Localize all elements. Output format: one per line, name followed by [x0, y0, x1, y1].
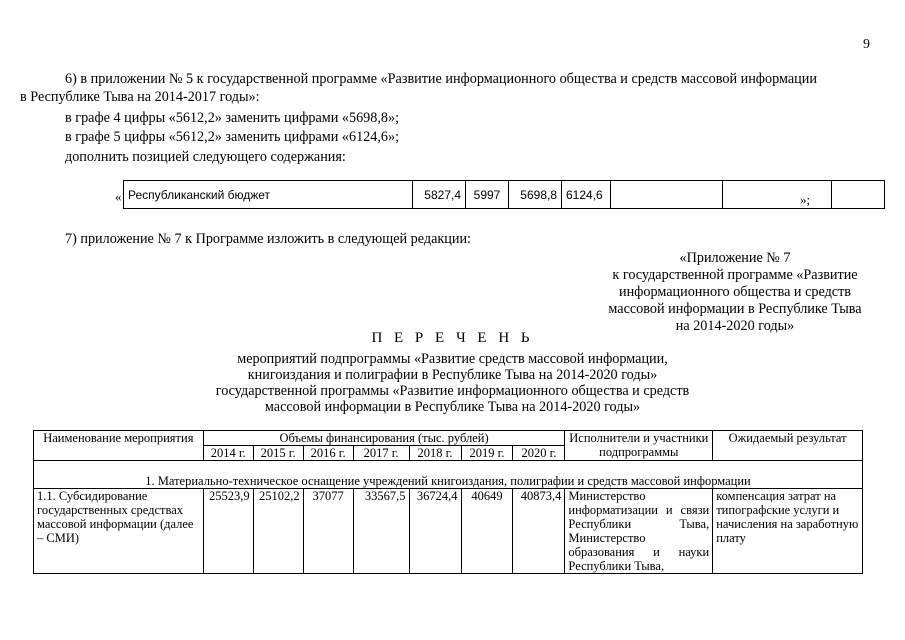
appendix-line: массовой информации в Республике Тыва — [608, 301, 862, 317]
table-row — [34, 489, 863, 574]
appendix-line: «Приложение № 7 — [679, 250, 791, 266]
inserted-cell-name: Республиканский бюджет — [124, 181, 413, 209]
section-heading: 1. Материально-техническое оснащение учреждений книгоиздания, полиграфии и средств массовой информации — [34, 461, 863, 489]
funding-value: 40873,4 — [513, 489, 565, 574]
item6-line4: в графе 5 цифры «5612,2» заменить цифрами «6124,6»; — [65, 129, 400, 145]
item7-text: 7) приложение № 7 к Программе изложить в следующей редакции: — [65, 231, 471, 247]
header-year: 2014 г. — [203, 446, 253, 461]
inserted-cell-value: 5827,4 — [413, 181, 466, 209]
inserted-cell-value: 5698,8 — [509, 181, 562, 209]
page-number: 9 — [863, 37, 870, 52]
header-funding: Объемы финансирования (тыс. рублей) — [203, 431, 565, 446]
inserted-cell-empty — [832, 181, 885, 209]
subtitle-line: мероприятий подпрограммы «Развитие средств массовой информации, — [237, 351, 668, 367]
subtitle-line: массовой информации в Республике Тыва на 2014-2020 годы» — [264, 399, 641, 415]
inserted-cell-value: 5997 — [466, 181, 509, 209]
funding-value: 36724,4 — [409, 489, 461, 574]
header-executors: Исполнители и участники подпрограммы — [565, 431, 713, 461]
header-year: 2017 г. — [353, 446, 409, 461]
table-row — [124, 181, 885, 209]
measure-name: 1.1. Субсидирование государственных средствах массовой информации (далее – СМИ) — [34, 489, 204, 574]
measure-executors: Министерство информатизации и связи Республики Тыва, Министерство образования и науки Республики Тыва, — [565, 489, 713, 574]
header-year: 2018 г. — [409, 446, 461, 461]
measures-table — [33, 430, 863, 574]
appendix-line: на 2014-2020 годы» — [675, 318, 795, 334]
appendix-line: к государственной программе «Развитие — [612, 267, 858, 283]
funding-value: 33567,5 — [353, 489, 409, 574]
appendix-heading — [580, 250, 890, 335]
table-header-row — [34, 431, 863, 446]
subtitle-line: государственной программы «Развитие информационного общества и средств — [215, 383, 690, 399]
header-result: Ожидаемый результат — [713, 431, 863, 461]
funding-value: 25523,9 — [203, 489, 253, 574]
funding-value: 25102,2 — [253, 489, 303, 574]
subtitle-line: книгоиздания и полиграфии в Республике Тыва на 2014-2020 годы» — [247, 367, 658, 383]
header-year: 2020 г. — [513, 446, 565, 461]
inserted-row-close-quote: »; — [800, 192, 811, 207]
table-section-row — [34, 461, 863, 489]
header-year: 2016 г. — [303, 446, 353, 461]
header-name: Наименование мероприятия — [34, 431, 204, 461]
funding-value: 37077 — [303, 489, 353, 574]
perechen-title: П Е Р Е Ч Е Н Ь — [371, 330, 534, 346]
header-year: 2015 г. — [253, 446, 303, 461]
appendix-line: информационного общества и средств — [619, 284, 851, 300]
item6-line2: в Республике Тыва на 2014-2017 годы»: — [20, 89, 260, 105]
funding-value: 40649 — [461, 489, 513, 574]
item6-line5: дополнить позицией следующего содержания: — [65, 149, 346, 165]
inserted-cell-value: 6124,6 — [562, 181, 611, 209]
perechen-subtitle — [160, 351, 745, 415]
item6-line3: в графе 4 цифры «5612,2» заменить цифрами «5698,8»; — [65, 110, 400, 126]
measure-result: компенсация затрат на типографские услуги и начисления на заработную плату — [713, 489, 863, 574]
inserted-cell-empty — [723, 181, 832, 209]
header-year: 2019 г. — [461, 446, 513, 461]
item6-line1: 6) в приложении № 5 к государственной программе «Развитие информационного общества и средств массовой информации — [65, 71, 817, 87]
inserted-cell-empty — [611, 181, 723, 209]
inserted-row-open-quote: « — [115, 189, 122, 204]
inserted-row-table — [123, 180, 885, 209]
